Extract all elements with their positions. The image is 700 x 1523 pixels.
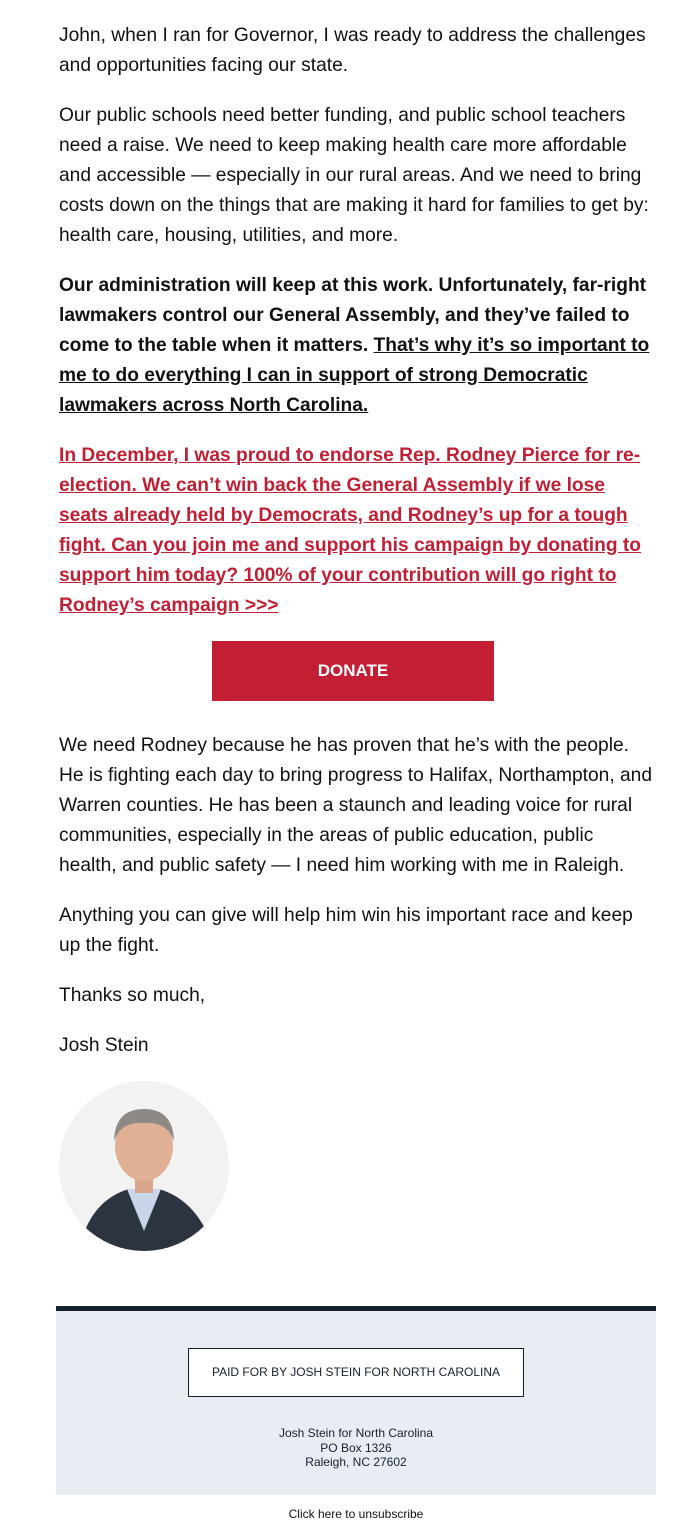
paragraph-thanks: Thanks so much, xyxy=(59,985,206,1006)
paragraph-rodney: We need Rodney because he has proven that he’s with the people. He is fighting each day to bring progress to Halifax, Northampton, and Warren counties. He has been a staunch and leading voice for rural communities, especially in the areas of public education, public health, and public safety — I need him working with me in Raleigh. xyxy=(59,735,653,876)
address-line: Josh Stein for North Carolina xyxy=(278,1426,434,1440)
portrait-image xyxy=(59,1081,229,1251)
donate-text-link[interactable]: In December, I was proud to endorse Rep. Rodney Pierce for re-election. We can’t win back the General Assembly if we lose seats already held by Democrats, and Rodney’s up for a tough fight. Can you join me and support his campaign by donating to support him today? 100% of your contribution will go right to Rodney’s campaign >>> xyxy=(59,445,642,616)
footer xyxy=(56,1306,656,1495)
email-body xyxy=(59,21,655,1251)
assembly-text: Our administration will keep at this work. Unfortunately, far-right lawmakers control our General Assembly, and they’ve failed to come to the table when it matters. xyxy=(59,275,647,356)
paragraph-ask: Anything you can give will help him win his important race and keep up the fight. xyxy=(59,905,633,956)
paid-for-disclaimer: PAID FOR BY JOSH STEIN FOR NORTH CAROLINA xyxy=(188,1348,524,1397)
assembly-underlined-text: That’s why it’s so important to me to do everything I can in support of strong Democratic lawmakers across North Carolina. xyxy=(59,335,650,416)
address-line: Raleigh, NC 27602 xyxy=(305,1455,407,1469)
mailing-address xyxy=(56,1426,656,1470)
josh-stein-photo xyxy=(59,1081,229,1251)
paragraph-intro: John, when I ran for Governor, I was ready to address the challenges and opportunities facing our state. xyxy=(59,25,646,76)
donate-button[interactable]: DONATE xyxy=(212,641,494,701)
unsubscribe-link[interactable]: Click here to unsubscribe xyxy=(288,1507,424,1521)
paragraph-endorse xyxy=(59,441,655,621)
address-line: PO Box 1326 xyxy=(320,1440,392,1455)
paragraph-issues: Our public schools need better funding, and public school teachers need a raise. We need to keep making health care more affordable and accessible — especially in our rural areas. And we need to bring costs down on the things that are making it hard for families to get by: health care, housing, utilities, and more. xyxy=(59,105,649,246)
donate-container xyxy=(59,641,655,701)
signature: Josh Stein xyxy=(59,1035,149,1056)
paragraph-assembly xyxy=(59,271,655,421)
